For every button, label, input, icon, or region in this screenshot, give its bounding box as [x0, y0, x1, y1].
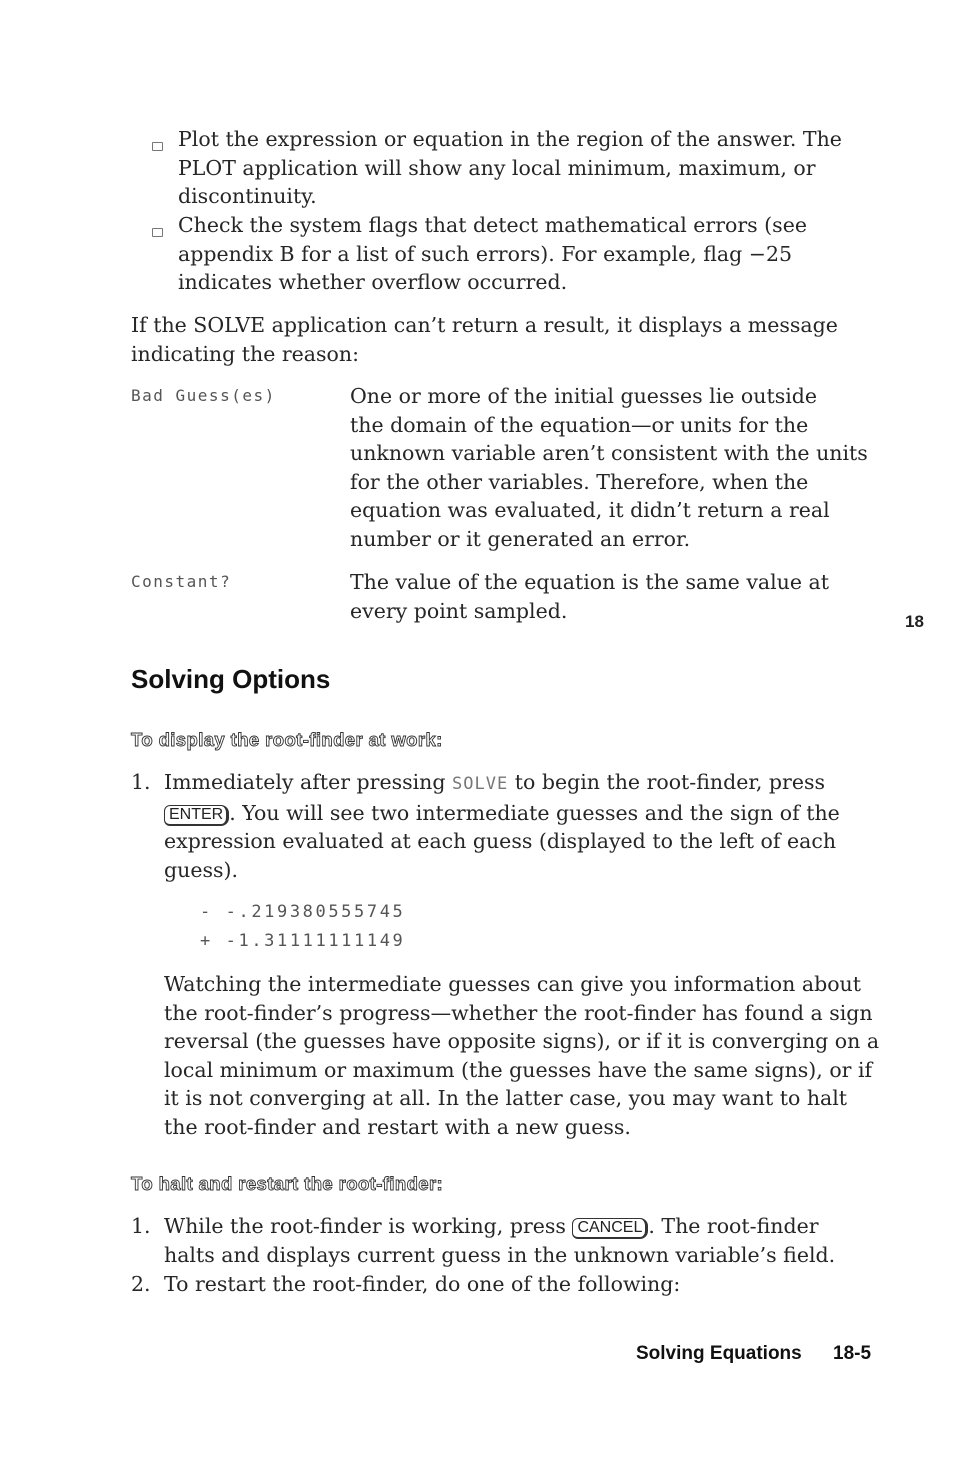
- text-line: for the other variables. Therefore, when the: [350, 469, 809, 494]
- text-line: every point sampled.: [350, 598, 568, 623]
- bullet-item: [178, 125, 878, 211]
- section-title: Solving Options: [131, 664, 331, 694]
- explanation-paragraph: [164, 970, 884, 1142]
- text-line: One or more of the initial guesses lie outside: [350, 384, 818, 408]
- text-line: equation was evaluated, it didn’t return a real: [350, 498, 830, 523]
- subsection-title: To display the root-finder at work:: [131, 729, 443, 750]
- text-fragment: While the root-finder is working, press: [164, 1214, 573, 1238]
- message-description: [350, 382, 890, 554]
- text-line: reversal (the guesses have opposite signs), or if it is converging on a: [164, 1029, 880, 1054]
- subsection-title: To halt and restart the root-finder:: [131, 1173, 444, 1194]
- text-line: [164, 799, 884, 828]
- step-number: 1.: [131, 1214, 151, 1238]
- message-description: [350, 568, 890, 625]
- text-line: appendix B for a list of such errors). For example, flag −25: [178, 241, 793, 266]
- text-line: the domain of the equation—or units for the: [350, 412, 809, 437]
- text-fragment: . The root-finder: [648, 1214, 819, 1238]
- page-number: 18-5: [833, 1343, 872, 1364]
- text-line: The value of the equation is the same value at: [350, 570, 829, 594]
- softkey-label: SOLVE: [452, 774, 509, 794]
- guess-readout: + -1.31111111149: [200, 931, 406, 951]
- intro-paragraph: [131, 311, 891, 368]
- text-line: [164, 1212, 884, 1241]
- text-line: indicates whether overflow occurred.: [178, 270, 568, 295]
- step-text: [164, 768, 884, 884]
- text-line: guess).: [164, 857, 239, 882]
- text-line: the root-finder and restart with a new guess.: [164, 1114, 631, 1139]
- text-line: halts and displays current guess in the unknown variable’s field.: [164, 1242, 836, 1267]
- text-line: If the SOLVE application can’t return a result, it displays a message: [131, 313, 838, 337]
- text-line: number or it generated an error.: [350, 526, 691, 551]
- footer-chapter-title: Solving Equations: [636, 1343, 802, 1364]
- text-fragment: Immediately after pressing: [164, 770, 453, 794]
- message-code: Constant?: [131, 572, 232, 591]
- enter-key: ENTER: [164, 805, 229, 826]
- text-line: Watching the intermediate guesses can give you information about: [164, 972, 861, 996]
- text-line: To restart the root-finder, do one of the following:: [164, 1272, 681, 1296]
- step-text: [164, 1212, 884, 1269]
- cancel-key: CANCEL: [572, 1218, 648, 1239]
- text-line: unknown variable aren’t consistent with the units: [350, 441, 868, 466]
- text-line: [164, 768, 884, 799]
- text-line: the root-finder’s progress—whether the root-finder has found a sign: [164, 1000, 873, 1025]
- text-line: local minimum or maximum (the guesses have the same signs), or if: [164, 1057, 873, 1082]
- text-line: Check the system flags that detect mathematical errors (see: [178, 213, 807, 237]
- step-text: [164, 1270, 884, 1299]
- text-line: indicating the reason:: [131, 341, 359, 366]
- text-line: discontinuity.: [178, 184, 317, 209]
- checkbox-bullet-icon: [152, 142, 163, 151]
- text-line: PLOT application will show any local minimum, maximum, or: [178, 155, 816, 180]
- chapter-tab: 18: [905, 612, 924, 631]
- checkbox-bullet-icon: [152, 228, 163, 237]
- text-fragment: . You will see two intermediate guesses and the sign of the: [229, 800, 840, 825]
- text-line: Plot the expression or equation in the region of the answer. The: [178, 127, 842, 151]
- text-line: it is not converging at all. In the latter case, you may want to halt: [164, 1086, 848, 1111]
- message-code: Bad Guess(es): [131, 386, 276, 405]
- step-number: 2.: [131, 1272, 151, 1296]
- text-fragment: to begin the root-finder, press: [508, 770, 826, 794]
- text-line: expression evaluated at each guess (displayed to the left of each: [164, 829, 837, 854]
- guess-readout: - -.219380555745: [200, 902, 406, 922]
- step-number: 1.: [131, 770, 151, 794]
- bullet-item: [178, 211, 878, 297]
